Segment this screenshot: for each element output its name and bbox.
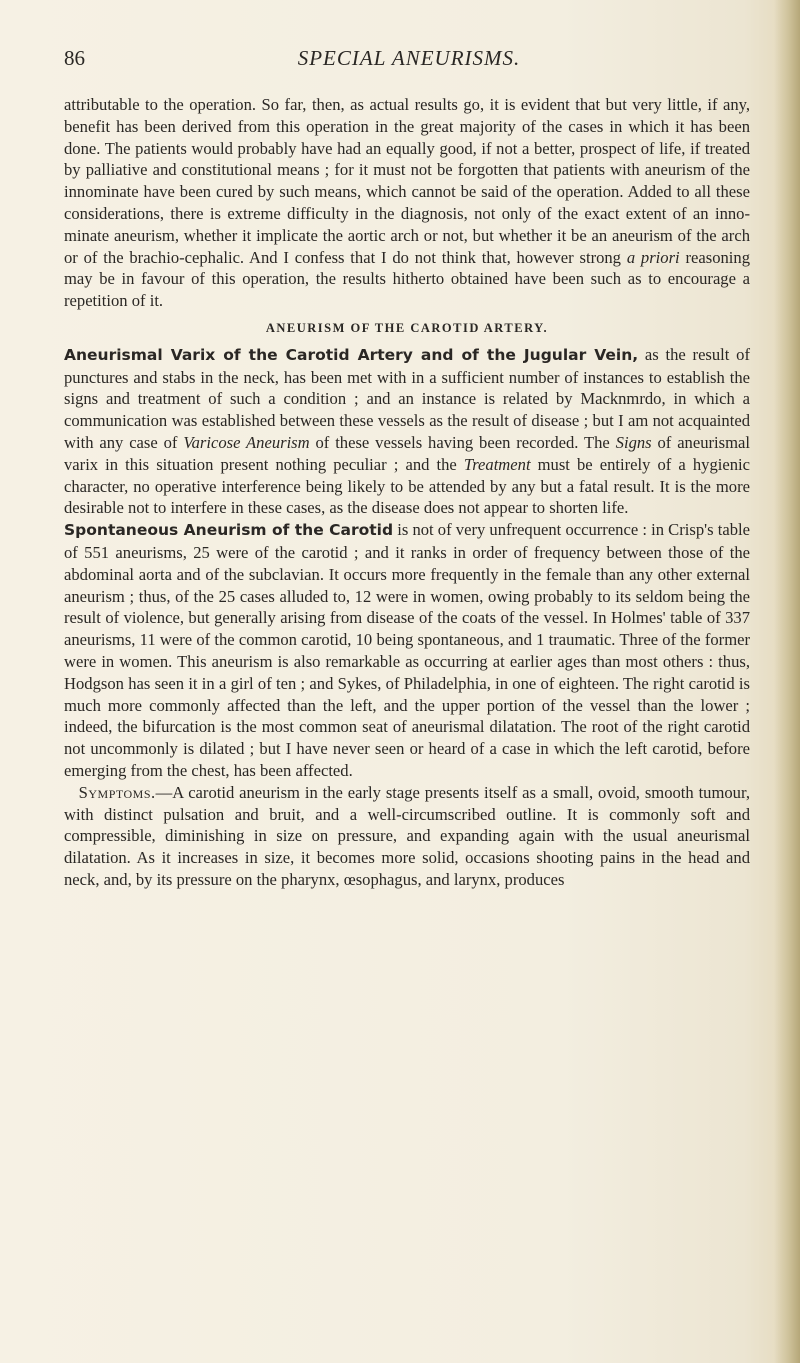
section-heading: ANEURISM OF THE CAROTID ARTERY. <box>265 320 549 335</box>
paragraph-symptoms: Symptoms.—A carotid aneurism in the early stage presents itself as a small, ovoid, smooth tumour, with distinct pulsation and bruit, and a well-circumscribed outline. It is commonly soft and compressible, diminishing in size on pressure, and expanding again with the usual aneurismal dilatation. As it increases in size, it becomes more solid, occasions shooting pains in the head and neck, and, by its pressure on the pharynx, œsophagus, and larynx, produces <box>64 782 750 889</box>
body-text <box>64 94 750 891</box>
page-number: 86 <box>64 46 85 70</box>
page-header <box>64 46 754 74</box>
paragraph-aneurismal-varix: Aneurismal Varix of the Carotid Artery and of the Jugular Vein, as the result of punctures and stabs in the neck, has been met with in a sufficient number of instances to establish the signs and treatment of such a condition ; and an instance is related by Macknmrdo, in which a communication was established between these vessels as the result of disease ; but I am not acquainted with any case of Varicose Aneurism of these vessels having been recorded. The Signs of aneurismal varix in this situation present nothing peculiar ; and the Treatment must be entirely of a hygienic character, no operative interference being likely to be attended by any but a fatal result. It is the more desirable not to interfere in these cases, as the disease does not appear to shorten life. <box>64 344 751 518</box>
paragraph-heading: Spontaneous Aneurism of the Carotid <box>64 521 394 540</box>
paragraph-innominate-conclusion: attributable to the operation. So far, then, as actual results go, it is evident that but very little, if any, benefit has been derived from this operation in the great majority of the cases in which it has been done. The patients would probably have had an equally good, if not a better, prospect of life, if treated by palliative and constitutional means ; for it must not be forgotten that patients with aneurism of the innominate have been cured by such means, which cannot be said of the operation. Added to all these considerations, there is extreme difficulty in the diagnosis, not only of the exact extent of an innominate aneurism, whether it implicate the aortic arch or not, but whether it be an aneurism of the arch or of the brachio-cephalic. And I confess that I do not think that, however strong a priori reasoning may be in favour of this operation, the results hitherto obtained have been such as to encourage a repetition of it. <box>64 95 751 311</box>
page-edge-shadow <box>774 0 800 1363</box>
paragraph-spontaneous-aneurism: Spontaneous Aneurism of the Carotid is not of very unfrequent occurrence : in Crisp's table of 551 aneurisms, 25 were of the carotid ; and it ranks in order of frequency between those of the abdominal aorta and of the subclavian. It occurs more frequently in the female than any other external aneurism ; thus, of the 25 cases alluded to, 12 were in women, owing probably to its seldom being the result of violence, but generally arising from disease of the coats of the vessel. In Holmes' table of 337 aneurisms, 11 were of the common carotid, 10 being spontaneous, and 1 traumatic. Three of the former were in women. This aneurism is also remarkable as occurring at earlier ages than most others : thus, Hodgson has seen it in a girl of ten ; and Sykes, of Philadelphia, in one of eighteen. The right carotid is much more commonly affected than the left, and the upper portion of the vessel than the lower ; indeed, the bifurcation is the most common seat of aneurismal dilatation. The root of the right carotid not uncommonly is dilated ; but I have never seen or heard of a case in which the left carotid, before emerging from the chest, has been affected. <box>64 520 750 780</box>
paragraph-heading: Aneurismal Varix of the Carotid Artery and of the Jugular Vein, <box>64 345 639 364</box>
running-title: SPECIAL ANEURISMS. <box>297 46 521 70</box>
paragraph-heading: Symptoms. <box>78 782 156 802</box>
